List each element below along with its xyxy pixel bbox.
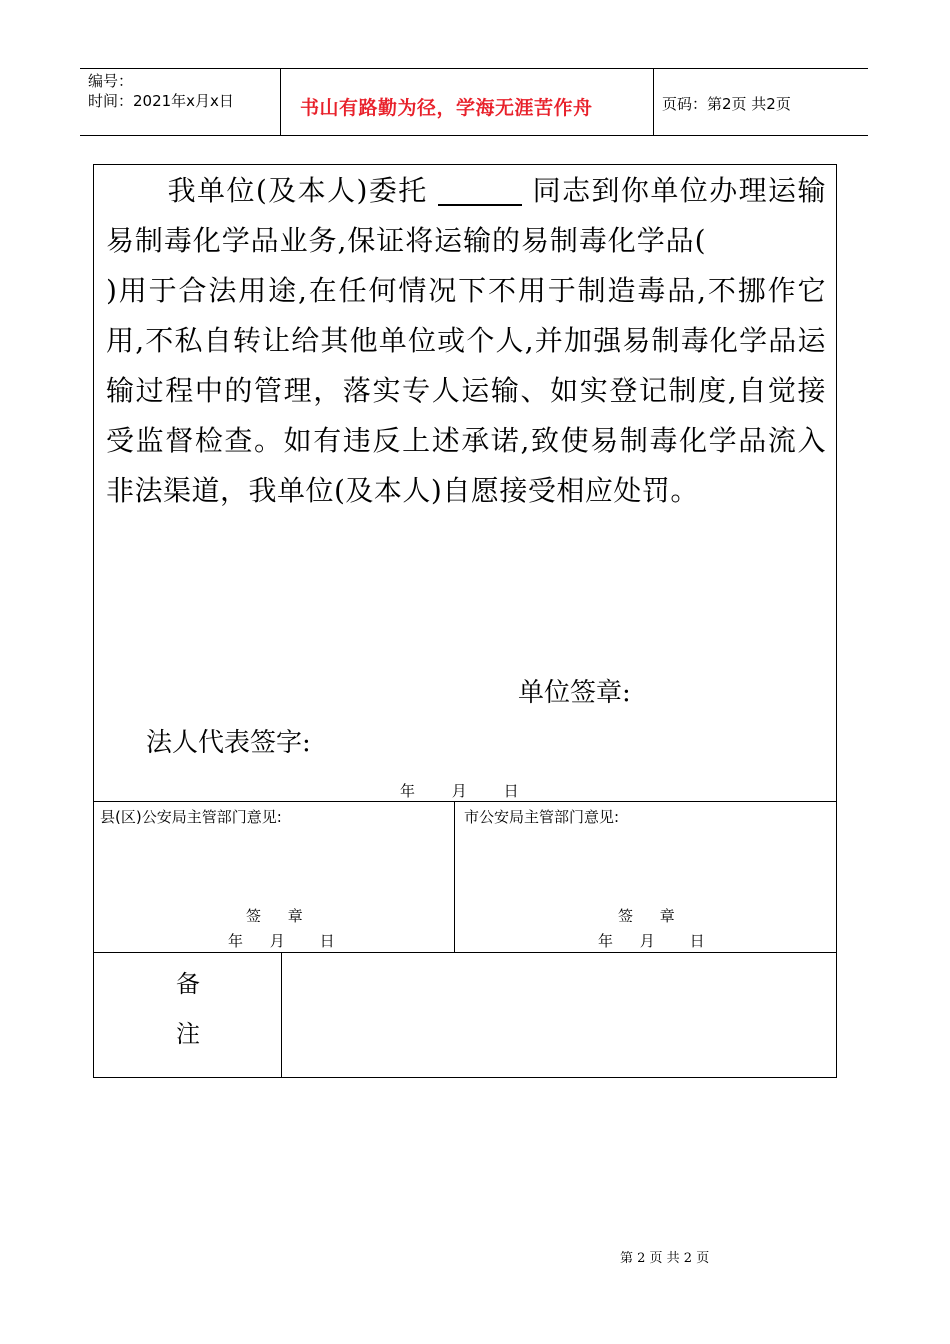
header-top-rule [80, 68, 868, 69]
county-date [228, 930, 335, 951]
form-date [400, 780, 519, 801]
year-label: 年 [400, 782, 416, 800]
header-divider-left [280, 68, 281, 136]
entrustee-blank[interactable] [438, 174, 522, 206]
remarks-char-2: 注 [176, 1020, 200, 1048]
remarks-divider [281, 952, 282, 1078]
county-opinion-field[interactable] [95, 830, 451, 900]
header-bottom-rule [80, 135, 868, 136]
county-seal-2: 章 [287, 907, 303, 925]
para-part-3: )用于合法用途,在任何情况下不用于制造毒品,不挪作它用,不私自转让给其他单位或个人,并加强易制毒化学品运输过程中的管理，落实专人运输、如实登记制度,自觉接受监督检查。如有违反上述承诺,致使易制毒化学品流入非法渠道，我单位(及本人)自愿接受相应处罚。 [106, 274, 826, 507]
remarks-char-1: 备 [176, 970, 200, 998]
footer-page-number: 第 2 页 共 2 页 [620, 1251, 710, 1266]
county-seal [246, 905, 303, 926]
county-seal-1: 签 [246, 907, 262, 925]
opinion-top-rule [93, 801, 837, 802]
commitment-paragraph [106, 166, 826, 516]
city-opinion-field[interactable] [457, 830, 835, 900]
unit-seal-label: 单位签章: [518, 678, 631, 708]
day-label: 日 [503, 782, 519, 800]
para-part-1: 我单位(及本人)委托 [167, 174, 428, 207]
city-year: 年 [598, 932, 614, 950]
city-seal [618, 905, 675, 926]
city-month: 月 [639, 932, 655, 950]
county-month: 月 [269, 932, 285, 950]
legal-rep-label: 法人代表签字: [146, 728, 311, 758]
remarks-field[interactable] [284, 955, 834, 1075]
city-date [598, 930, 705, 951]
header-divider-right [653, 68, 654, 136]
opinion-divider [454, 801, 455, 953]
city-seal-1: 签 [618, 907, 634, 925]
county-day: 日 [319, 932, 335, 950]
para-part-2: 同志到你单位办理运输易制毒化学品业务,保证将运输的易制毒化学品( [106, 174, 826, 257]
page-info: 页码：第2页 共2页 [662, 95, 791, 113]
city-opinion-label: 市公安局主管部门意见: [464, 808, 620, 826]
city-seal-2: 章 [659, 907, 675, 925]
remarks-top-rule [93, 952, 837, 953]
county-opinion-label: 县(区)公安局主管部门意见: [100, 808, 282, 826]
header-motto: 书山有路勤为径，学海无涯苦作舟 [300, 97, 593, 119]
time-label: 时间：2021年x月x日 [88, 92, 234, 110]
serial-label: 编号： [88, 72, 134, 90]
month-label: 月 [451, 782, 467, 800]
city-day: 日 [689, 932, 705, 950]
county-year: 年 [228, 932, 244, 950]
